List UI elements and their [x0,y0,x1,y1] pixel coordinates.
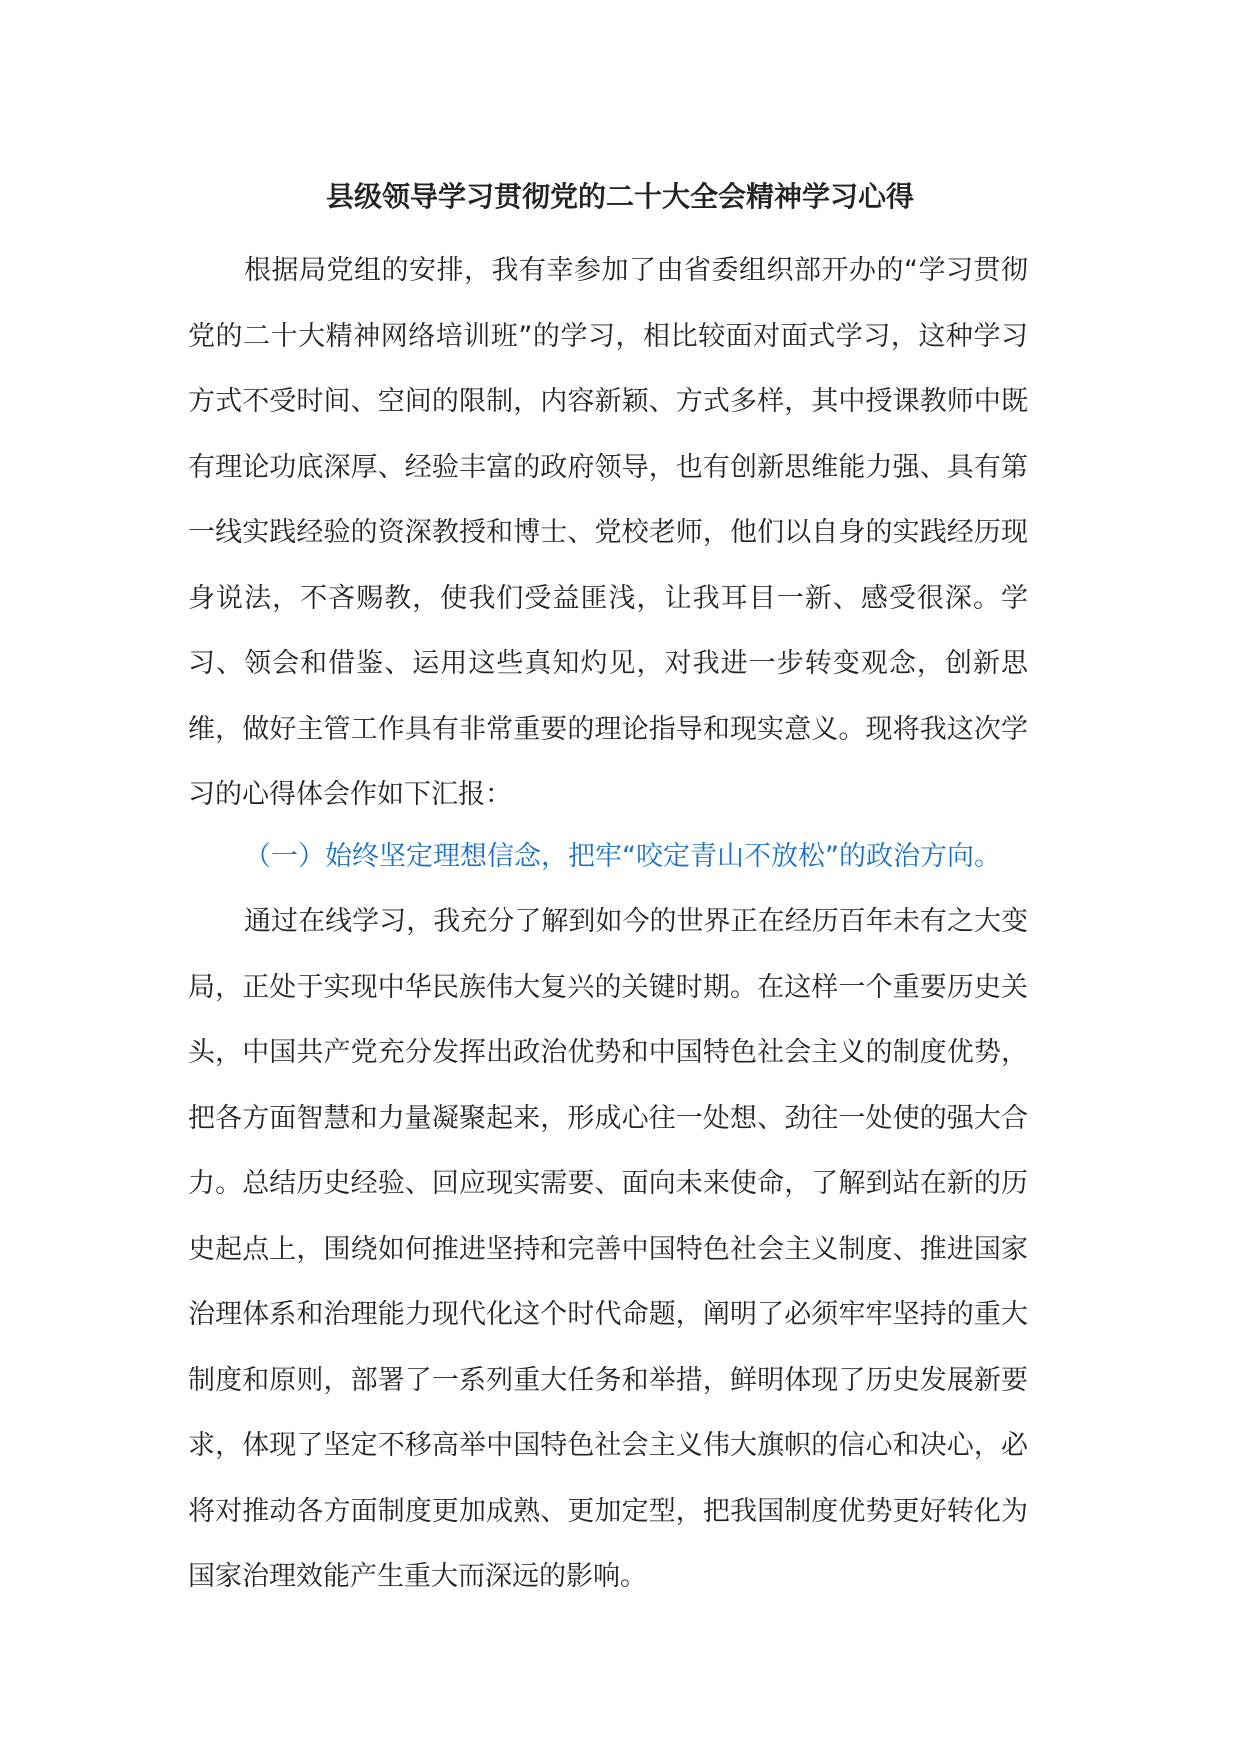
section-heading-1: （一）始终坚定理想信念，把牢“咬定青山不放松”的政治方向。 [244,841,1001,872]
document-title: 县级领导学习贯彻党的二十大全会精神学习心得 [325,180,914,213]
intro-paragraph: 根据局党组的安排，我有幸参加了由省委组织部开办的“学习贯彻党的二十大精神网络培训班”的学习，相比较面对面式学习，这种学习方式不受时间、空间的限制，内容新颖、方式多样，其中授课教师中既有理论功底深厚、经验丰富的政府领导，也有创新思维能力强、具有第一线实践经验的资深教授和博士、党校老师，他们以自身的实践经历现身说法，不吝赐教，使我们受益匪浅，让我耳目一新、感受很深。学习、领会和借鉴、运用这些真知灼见，对我进一步转变观念，创新思维，做好主管工作具有非常重要的理论指导和现实意义。现将我这次学习的心得体会作如下汇报： [188,255,1028,810]
section-1-body-paragraph: 通过在线学习，我充分了解到如今的世界正在经历百年未有之大变局，正处于实现中华民族伟大复兴的关键时期。在这样一个重要历史关头，中国共产党充分发挥出政治优势和中国特色社会主义的制度优势，把各方面智慧和力量凝聚起来，形成心往一处想、劲往一处使的强大合力。总结历史经验、回应现实需要、面向未来使命，了解到站在新的历史起点上，围绕如何推进坚持和完善中国特色社会主义制度、推进国家治理体系和治理能力现代化这个时代命题，阐明了必须牢牢坚持的重大制度和原则，部署了一系列重大任务和举措，鲜明体现了历史发展新要求，体现了坚定不移高举中国特色社会主义伟大旗帜的信心和决心，必将对推动各方面制度更加成熟、更加定型，把我国制度优势更好转化为国家治理效能产生重大而深远的影响。 [188,906,1028,1592]
